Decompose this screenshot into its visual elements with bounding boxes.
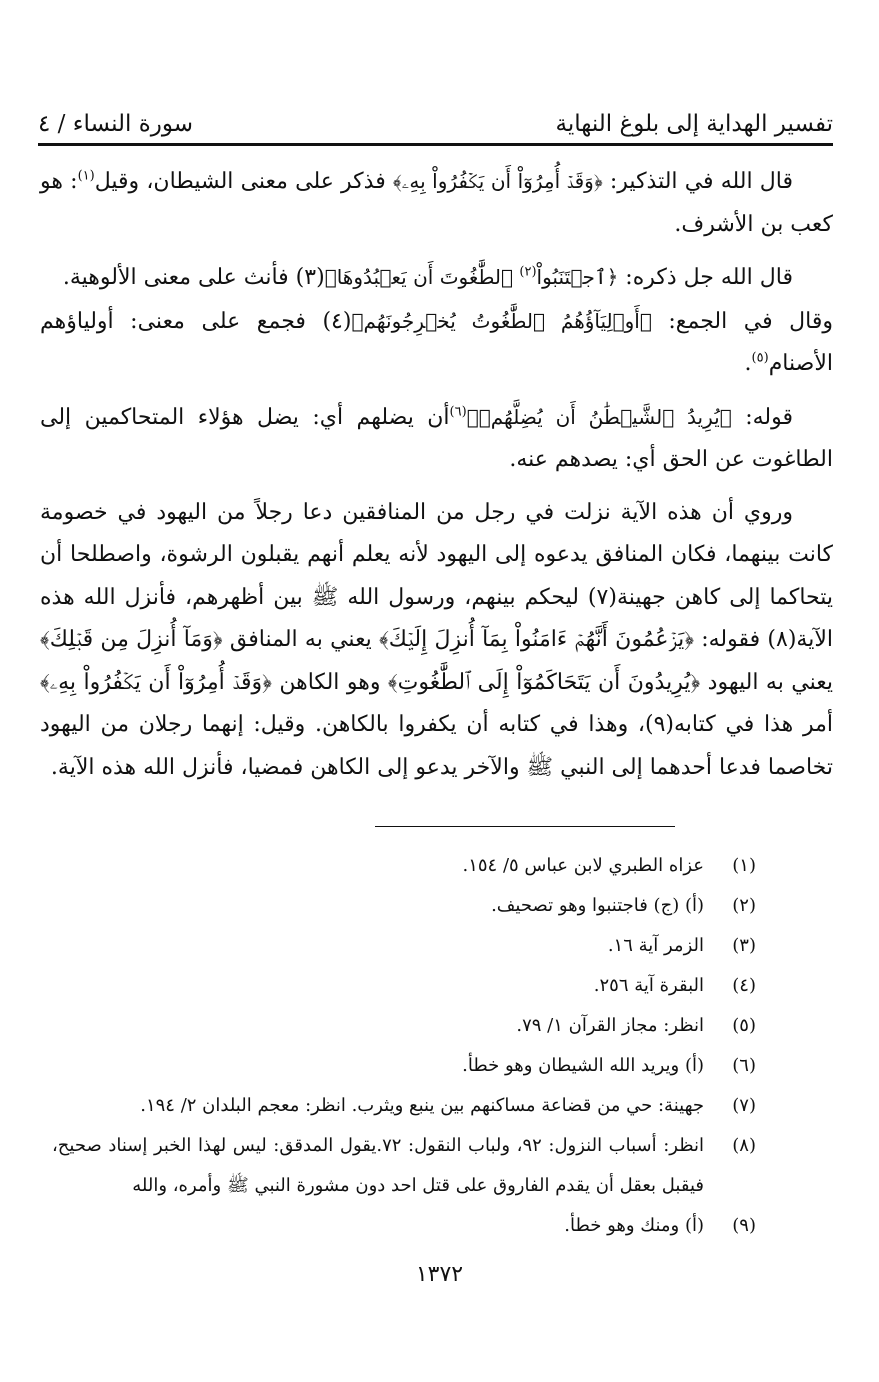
footnote-number: (٨)	[732, 1135, 756, 1156]
footnote-divider	[375, 826, 675, 827]
footnote-ref: (٦)	[449, 404, 467, 420]
footnote-text: انظر: مجاز القرآن ١/ ٧٩.	[516, 1015, 704, 1036]
paragraph: قوله: ﴿يُرِيدُ ٱلشَّيۡطَٰنُ أَن يُضِلَّهُمۡ﴾$^{(٦)}$أن يضلهم أي: يضل هؤلاء المتحاكمين إلى الطاغوت عن الحق أي: يصدهم عنه.	[40, 404, 833, 472]
footnote-number: (٦)	[732, 1055, 756, 1076]
footnote-number: (٣)	[732, 935, 756, 956]
footnote-number: (٤)	[732, 975, 756, 996]
quran-verse: ﴿يُرِيدُ ٱلشَّيۡطَٰنُ أَن يُضِلَّهُمۡ﴾	[466, 404, 732, 429]
footnote-number: (١)	[732, 855, 756, 876]
footnote-text: (أ) (ج) فاجتنبوا وهو تصحيف.	[491, 895, 704, 916]
footnote-text: انظر: أسباب النزول: ٩٢، ولباب النقول: ٧٢.يقول المدقق: ليس لهذا الخبر إسناد صحيح، فيقبل بعقل أن يقدم الفاروق على قتل احد دون مشورة النبي ﷺ وأمره، والله	[52, 1135, 704, 1196]
footnote-item	[52, 966, 756, 1006]
footnote-ref: (١)	[77, 168, 95, 184]
paragraph: وقال في الجمع: ﴿أَوۡلِيَآؤُهُمُ ٱلطَّٰغُوتُ يُخۡرِجُونَهُم﴾(٤) فجمع على معنى: أولياؤهم الأصنام$^{(٥)}$.	[40, 308, 833, 376]
footnote-item	[52, 1126, 756, 1206]
quran-verse: ﴿وَقَدۡ أُمِرُوٓاْ أَن يَكۡفُرُواْ بِهِۦ﴾	[392, 169, 603, 193]
footnote-item	[52, 1086, 756, 1126]
footnote-item	[52, 846, 756, 886]
quran-verse: ﴿ٱجۡتَنَبُواْ	[536, 265, 619, 289]
footnote-ref: (٥)	[751, 350, 769, 366]
footnote-ref: (٢)	[519, 264, 537, 280]
quran-verse: ﴿أَوۡلِيَآؤُهُمُ ٱلطَّٰغُوتُ يُخۡرِجُونَهُم﴾	[351, 308, 652, 333]
footnote-text: البقرة آية ٢٥٦.	[593, 975, 704, 996]
footnote-text: جهينة: حي من قضاعة مساكنهم بين ينبع ويثرب. انظر: معجم البلدان ٢/ ١٩٤.	[140, 1095, 704, 1116]
footnote-item	[52, 1046, 756, 1086]
footnote-number: (٧)	[732, 1095, 756, 1116]
running-header	[38, 104, 833, 146]
footnote-item	[52, 886, 756, 926]
paragraph: قال الله جل ذكره: ﴿ٱجۡتَنَبُواْ$^{(٢)}$ ٱلطَّٰغُوتَ أَن يَعۡبُدُوهَا﴾(٣) فأنث على معنى الألوهية.	[62, 264, 793, 290]
quran-verse: ٱلطَّٰغُوتَ أَن يَعۡبُدُوهَا﴾	[324, 265, 520, 289]
footnotes	[52, 846, 756, 1246]
main-text	[40, 160, 833, 799]
footnote-number: (٥)	[732, 1015, 756, 1036]
surah-label: سورة النساء / ٤	[38, 111, 194, 137]
footnote-item	[52, 926, 756, 966]
footnote-text: (أ) ومنك وهو خطأ.	[564, 1215, 704, 1236]
book-title: تفسير الهداية إلى بلوغ النهاية	[555, 111, 833, 137]
footnote-number: (٢)	[732, 895, 756, 916]
footnote-item	[52, 1206, 756, 1246]
paragraph: قال الله في التذكير: ﴿وَقَدۡ أُمِرُوٓاْ أَن يَكۡفُرُواْ بِهِۦ﴾ فذكر على معنى الشيطان، وقيل$^{(١)}$: هو كعب بن الأشرف.	[40, 168, 833, 237]
paragraph: وروي أن هذه الآية نزلت في رجل من المنافقين دعا رجلاً من اليهود في خصومة كانت بينهما، فكان المنافق يدعوه إلى اليهود لأنه يعلم أنهم يقبلون الرشوة، واصطلحا أن يتحاكما إلى كاهن جهينة(٧) ليحكم بينهم، ورسول الله ﷺ بين أظهرهم، فأنزل الله هذه الآية(٨) فقوله: ﴿يَزۡعُمُونَ أَنَّهُمۡ ءَامَنُواْ بِمَآ أُنزِلَ إِلَيۡكَ﴾ يعني به المنافق ﴿وَمَآ أُنزِلَ مِن قَبۡلِكَ﴾ يعني به اليهود ﴿يُرِيدُونَ أَن يَتَحَاكَمُوٓاْ إِلَى ٱلطَّٰغُوتِ﴾ وهو الكاهن ﴿وَقَدۡ أُمِرُوٓاْ أَن يَكۡفُرُواْ بِهِۦ﴾ أمر هذا في كتابه(٩)، وهذا في كتابه أن يكفروا بالكاهن. وقيل: إنهما رجلان من اليهود تخاصما فدعا أحدهما إلى النبي ﷺ والآخر يدعو إلى الكاهن فمضيا، فأنزل الله هذه الآية.	[40, 499, 834, 780]
footnote-item	[52, 1006, 756, 1046]
footnote-text: (أ) ويريد الله الشيطان وهو خطأ.	[462, 1055, 704, 1076]
footnote-number: (٩)	[732, 1215, 756, 1236]
footnote-text: الزمر آية ١٦.	[607, 935, 704, 956]
footnote-text: عزاه الطبري لابن عباس ٥/ ١٥٤.	[462, 855, 704, 876]
page-number: ١٣٧٢	[415, 1262, 464, 1287]
